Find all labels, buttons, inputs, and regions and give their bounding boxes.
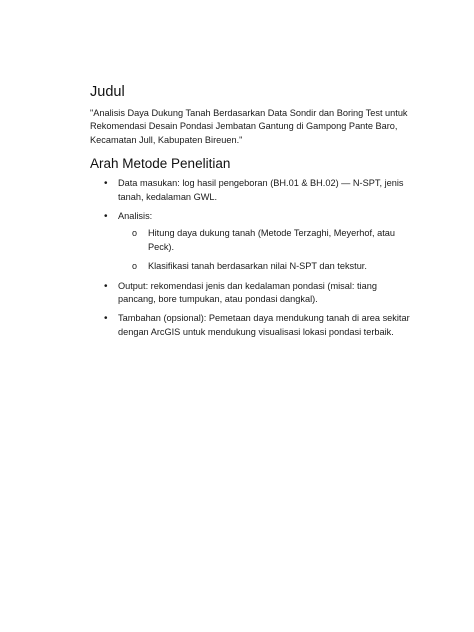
sub-bullet-icon: o	[132, 261, 138, 272]
list-item-text: Data masukan: log hasil pengeboran (BH.01 & BH.02) — N-SPT, jenis tanah, kedalaman GWL.	[118, 178, 404, 202]
list-item-analysis	[90, 210, 414, 274]
list-item-additional	[90, 312, 414, 339]
method-section-heading: Arah Metode Penelitian	[90, 156, 231, 172]
sub-list-item-text: Hitung daya dukung tanah (Metode Terzaghi, Meyerhof, atau Peck).	[148, 228, 396, 252]
analysis-sub-list	[118, 227, 414, 273]
bullet-icon: •	[104, 280, 108, 292]
list-item-output	[90, 280, 414, 307]
bullet-icon: •	[104, 211, 108, 223]
list-item-text: Tambahan (opsional): Pemetaan daya mendukung tanah di area sekitar dengan ArcGIS untuk mendukung visualisasi lokasi pondasi terbaik.	[118, 313, 410, 337]
list-item-text: Analisis:	[118, 211, 153, 222]
bullet-icon: •	[104, 313, 108, 325]
sub-list-item	[118, 227, 414, 254]
sub-list-item	[118, 260, 414, 273]
sub-list-item-text: Klasifikasi tanah berdasarkan nilai N-SPT dan tekstur.	[148, 261, 367, 272]
bullet-icon: •	[104, 178, 108, 190]
thesis-title-quote: "Analisis Daya Dukung Tanah Berdasarkan Data Sondir dan Boring Test untuk Rekomendasi Desain Pondasi Jembatan Gantung di Gampong Pante Baro, Kecamatan Jull, Kabupaten Bireuen."	[90, 108, 408, 145]
title-heading: Judul	[90, 84, 125, 100]
method-bullet-list	[90, 177, 414, 339]
list-item-text: Output: rekomendasi jenis dan kedalaman pondasi (misal: tiang pancang, bore tumpukan, atau pondasi dangkal).	[118, 280, 377, 305]
list-item-input-data	[90, 177, 414, 204]
sub-bullet-icon: o	[132, 228, 138, 239]
